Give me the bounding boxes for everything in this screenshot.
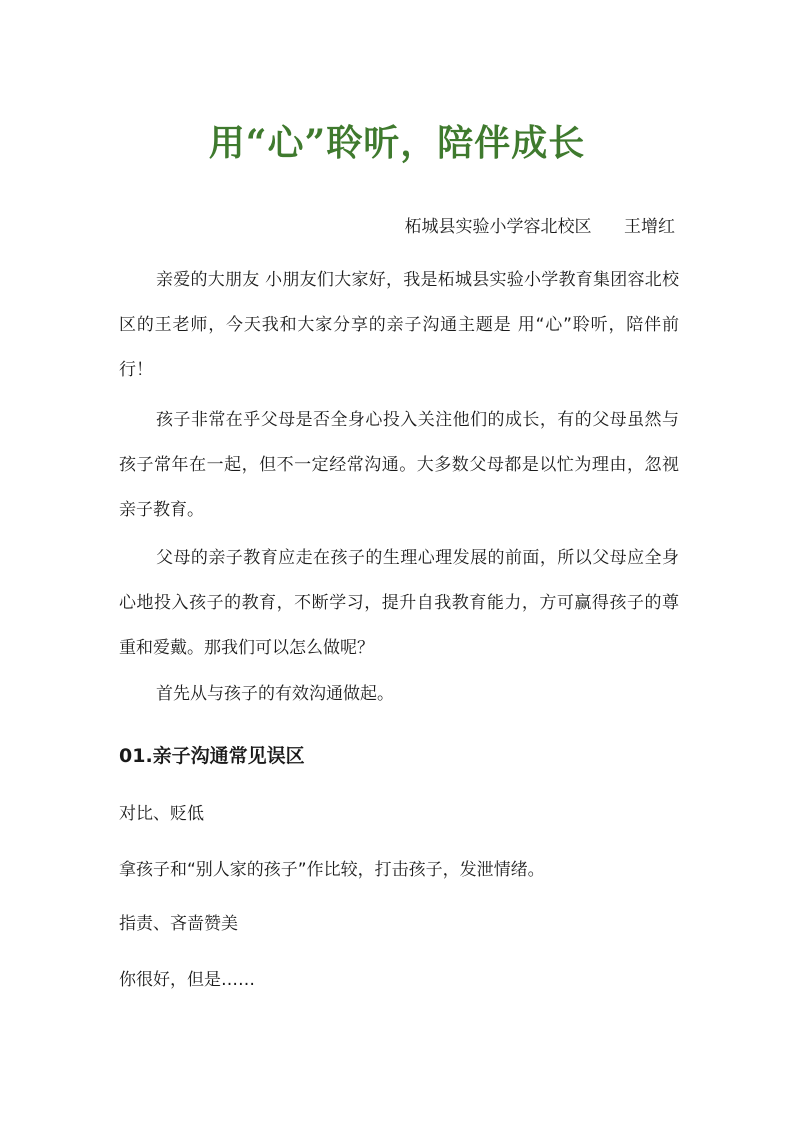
misconception-title: 指责、吝啬赞美 xyxy=(119,914,238,934)
paragraph-greeting: 亲爱的大朋友 小朋友们大家好，我是柘城县实验小学教育集团容北校区的王老师，今天我和大家分享的亲子沟通主题是 用“心”聆听，陪伴前行！ xyxy=(119,270,679,380)
section-heading: 01.亲子沟通常见误区 xyxy=(119,745,305,767)
paragraph-effective-communication: 首先从与孩子的有效沟通做起。 xyxy=(156,684,394,704)
document-title: 用“心”聆听，陪伴成长 xyxy=(208,122,586,165)
paragraph-parent-attention: 孩子非常在乎父母是否全身心投入关注他们的成长，有的父母虽然与孩子常年在一起，但不一定经常沟通。大多数父母都是以忙为理由，忽视亲子教育。 xyxy=(119,410,679,520)
misconception-description: 拿孩子和“别人家的孩子”作比较，打击孩子，发泄情绪。 xyxy=(119,860,545,880)
paragraph-parent-education: 父母的亲子教育应走在孩子的生理心理发展的前面，所以父母应全身心地投入孩子的教育，不断学习，提升自我教育能力，方可赢得孩子的尊重和爱戴。那我们可以怎么做呢？ xyxy=(119,548,679,658)
misconception-description: 你很好，但是…… xyxy=(119,970,255,990)
misconception-title: 对比、贬低 xyxy=(119,804,204,824)
author-line: 柘城县实验小学容北校区 王增红 xyxy=(404,217,675,237)
